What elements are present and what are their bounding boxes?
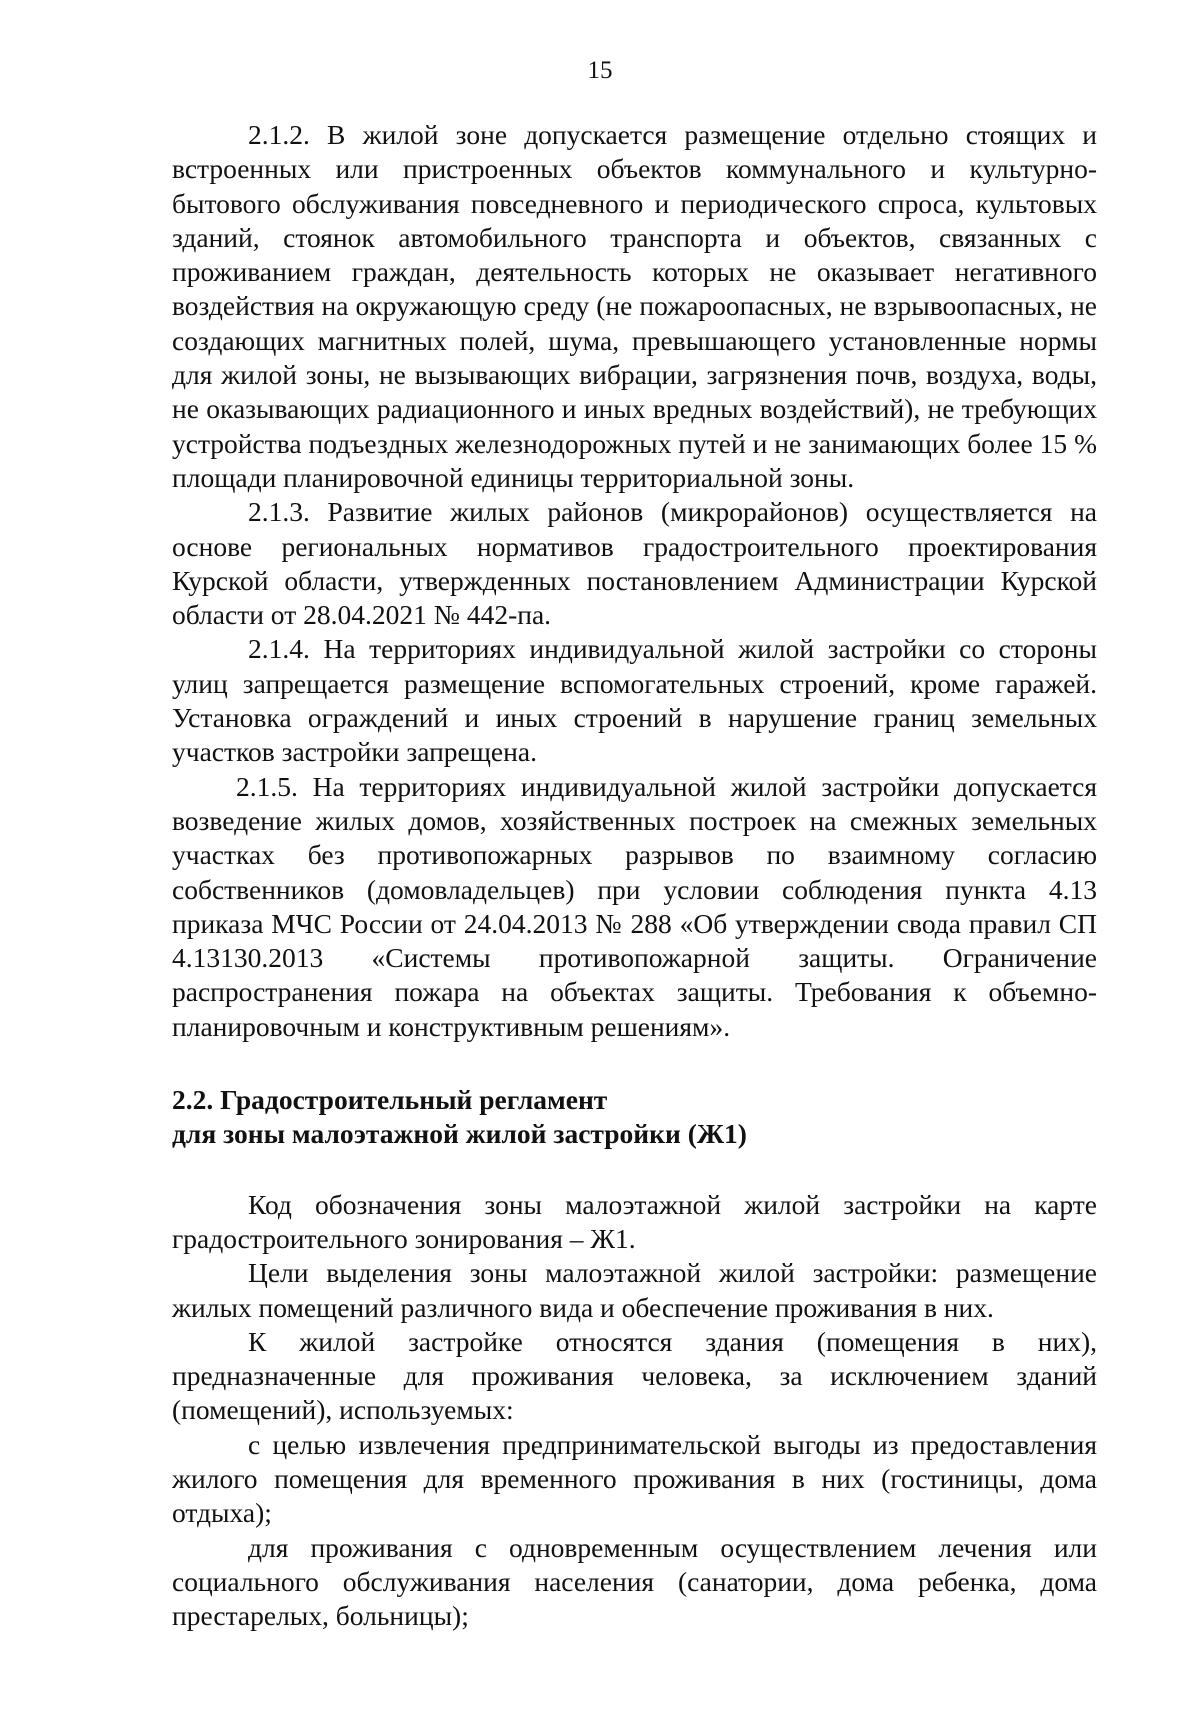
section-heading-line-1: 2.2. Градостроительный регламент	[172, 1084, 608, 1116]
paragraph-2-1-4: 2.1.4. На территориях индивидуальной жилой застройки со стороны улиц запрещается размещение вспомогательных строений, кроме гаражей. Установка ограждений и иных строений в нарушение границ земельных участков застройки запрещена.	[172, 633, 1097, 768]
paragraph-residential-definition: К жилой застройке относятся здания (помещения в них), предназначенные для проживания человека, за исключением зданий (помещений), используемых:	[172, 1325, 1097, 1426]
paragraph-zone-code: Код обозначения зоны малоэтажной жилой застройки на карте градостроительного зонирования – Ж1.	[172, 1188, 1097, 1254]
paragraph-exclusion-hotels: с целью извлечения предпринимательской выгоды из предоставления жилого помещения для временного проживания в них (гостиницы, дома отдыха);	[172, 1428, 1097, 1529]
paragraph-2-1-5: 2.1.5. На территориях индивидуальной жилой застройки допускается возведение жилых домов, хозяйственных построек на смежных земельных участках без противопожарных разрывов по взаимному согласию собственников (домовладельцев) при условии соблюдения пункта 4.13 приказа МЧС России от 24.04.2013 № 288 «Об утверждении свода правил СП 4.13130.2013 «Системы противопожарной защиты. Ограничение распространения пожара на объектах защиты. Требования к объемно-планировочным и конструктивным решениям».	[172, 770, 1097, 1042]
document-body	[172, 118, 1097, 1633]
paragraph-exclusion-medical: для проживания с одновременным осуществлением лечения или социального обслуживания населения (санатории, дома ребенка, дома престарелых, больницы);	[172, 1531, 1097, 1632]
section-heading	[172, 1083, 1097, 1152]
paragraph-zone-goals: Цели выделения зоны малоэтажной жилой застройки: размещение жилых помещений различного вида и обеспечение проживания в них.	[172, 1257, 1097, 1323]
section-heading-line-2: для зоны малоэтажной жилой застройки (Ж1)	[172, 1118, 747, 1150]
paragraph-2-1-2: 2.1.2. В жилой зоне допускается размещение отдельно стоящих и встроенных или пристроенных объектов коммунального и культурно-бытового обслуживания повседневного и периодического спроса, культовых зданий, стоянок автомобильного транспорта и объектов, связанных с проживанием граждан, деятельность которых не оказывает негативного воздействия на окружающую среду (не пожароопасных, не взрывоопасных, не создающих магнитных полей, шума, превышающего установленные нормы для жилой зоны, не вызывающих вибрации, загрязнения почв, воздуха, воды, не оказывающих радиационного и иных вредных воздействий), не требующих устройства подъездных железнодорожных путей и не занимающих более 15 % площади планировочной единицы территориальной зоны.	[172, 119, 1097, 493]
page-number: 15	[587, 57, 613, 84]
paragraph-2-1-3: 2.1.3. Развитие жилых районов (микрорайонов) осуществляется на основе региональных нормативов градостроительного проектирования Курской области, утвержденных постановлением Администрации Курской области от 28.04.2021 № 442-па.	[172, 496, 1097, 631]
